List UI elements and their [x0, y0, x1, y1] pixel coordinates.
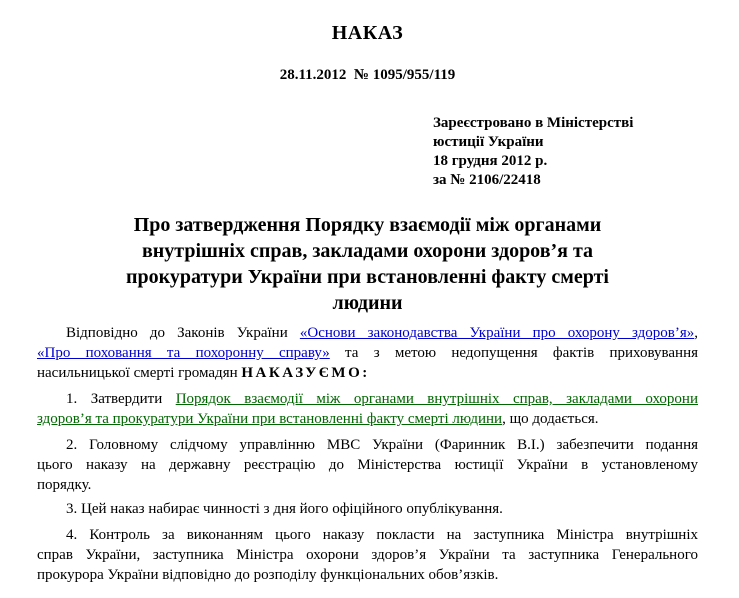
punctuation: ,	[694, 325, 698, 341]
item-text: , що додається.	[502, 411, 599, 427]
document-title	[37, 212, 698, 316]
paragraph-line	[37, 343, 698, 363]
paragraph-line: 4. Контроль за виконанням цього наказу покласти на заступника Міністра внутрішніх	[66, 527, 698, 543]
item-2-paragraph	[37, 435, 698, 495]
paragraph-line: 3. Цей наказ набирає чинності з дня його офіційного опублікування.	[66, 501, 503, 517]
preamble-text: насильницької смерті громадян	[37, 365, 238, 381]
preamble-text: Відповідно до Законів України	[66, 325, 288, 341]
document-title-line: внутрішніх справ, закладами охорони здоров’я та	[141, 240, 594, 262]
paragraph-line	[37, 363, 698, 383]
order-word: НАКАЗУЄМО	[241, 365, 363, 381]
registration-date: 18 грудня 2012 р.	[433, 153, 548, 169]
registration-block	[433, 114, 633, 190]
item-4-paragraph	[37, 525, 698, 585]
law-link-burial[interactable]: «Про поховання та похоронну справу»	[37, 345, 330, 361]
item-3-paragraph	[37, 499, 698, 519]
paragraph-line	[37, 389, 698, 409]
document-title-line: прокуратури України при встановленні факту смерті	[126, 266, 609, 288]
document-title-line: людини	[332, 292, 403, 314]
item-1-paragraph	[37, 389, 698, 429]
document-title-line: Про затвердження Порядку взаємодії між органами	[133, 214, 602, 236]
paragraph-line: 2. Головному слідчому управлінню МВС України (Фаринник В.І.) забезпечити подання	[66, 437, 698, 453]
registration-line: Зареєстровано в Міністерстві	[433, 115, 634, 131]
law-link-health-care[interactable]: «Основи законодавства України про охорону здоров’я»	[299, 325, 695, 341]
paragraph-line	[37, 409, 698, 429]
paragraph-line: порядку.	[37, 477, 92, 493]
paragraph-line	[37, 323, 698, 343]
paragraph-line: цього наказу на державну реєстрацію до Міністерства юстиції України в установленому	[37, 457, 698, 473]
registration-line: юстиції України	[433, 134, 544, 150]
preamble-paragraph	[37, 323, 698, 383]
order-heading: НАКАЗ	[331, 22, 404, 44]
punctuation: :	[362, 365, 370, 381]
paragraph-line: справ України, заступника Міністра охорони здоров’я України та заступника Генерального	[37, 547, 698, 563]
procedure-link[interactable]: Порядок взаємодії між органами внутрішніх справ, закладами охорони	[175, 391, 698, 407]
item-text: 1. Затвердити	[66, 391, 163, 407]
preamble-text: та з метою недопущення фактів приховування	[345, 345, 699, 361]
procedure-link[interactable]: здоров’я та прокуратури України при встановленні факту смерті людини	[37, 411, 503, 427]
order-date-number: 28.11.2012 № 1095/955/119	[279, 67, 456, 83]
registration-number: за № 2106/22418	[433, 172, 541, 188]
paragraph-line: прокурора України відповідно до розподілу функціональних обов’язків.	[37, 567, 499, 583]
